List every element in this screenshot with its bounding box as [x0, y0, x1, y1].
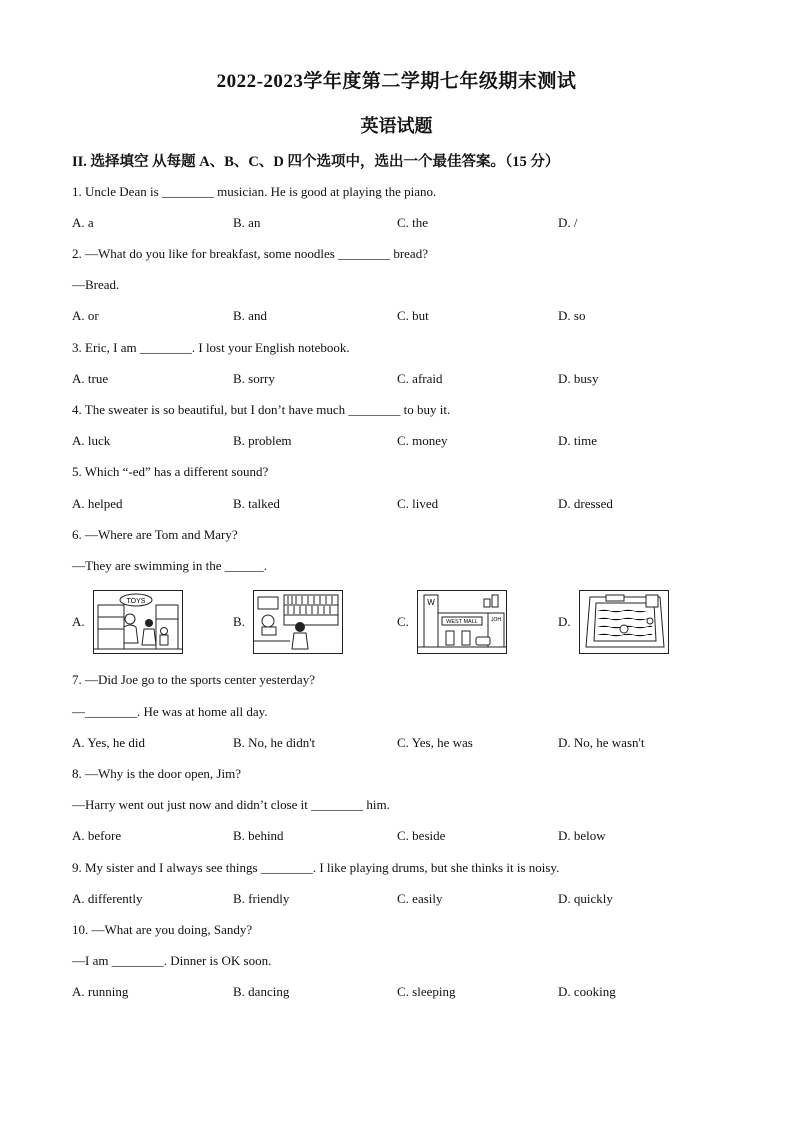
question-2-option-d[interactable]: D. so — [558, 308, 586, 323]
question-8-stem: 8. —Why is the door open, Jim? — [72, 766, 241, 781]
shopping-mall-scene-icon — [417, 590, 507, 654]
question-9-option-c[interactable]: C. easily — [397, 891, 443, 906]
question-1-option-a[interactable]: A. a — [72, 215, 94, 230]
question-1-option-b[interactable]: B. an — [233, 215, 261, 230]
option-label: A. — [72, 614, 85, 629]
question-4-stem: 4. The sweater is so beautiful, but I don’t have much ________ to buy it. — [72, 402, 451, 417]
question-2-option-c[interactable]: C. but — [397, 308, 429, 323]
question-6-option-d[interactable] — [558, 590, 669, 654]
question-2-option-b[interactable]: B. and — [233, 308, 267, 323]
question-3-option-a[interactable]: A. true — [72, 371, 109, 386]
question-9-option-b[interactable]: B. friendly — [233, 891, 290, 906]
page-subtitle: 英语试题 — [360, 116, 433, 136]
question-3-stem: 3. Eric, I am ________. I lost your English notebook. — [72, 340, 350, 355]
question-7-option-b[interactable]: B. No, he didn't — [233, 735, 316, 750]
svg-text:W: W — [427, 598, 435, 607]
question-6-stem: 6. —Where are Tom and Mary? — [72, 527, 238, 542]
question-2-option-a[interactable]: A. or — [72, 308, 99, 323]
question-9-stem: 9. My sister and I always see things ________. I like playing drums, but she thinks it is noisy. — [72, 860, 560, 875]
swimming-pool-scene-icon — [579, 590, 669, 654]
option-label: D. — [558, 614, 571, 629]
question-3-option-c[interactable]: C. afraid — [397, 371, 443, 386]
question-8-option-d[interactable]: D. below — [558, 828, 606, 843]
question-2-response: —Bread. — [72, 277, 120, 292]
question-9-option-a[interactable]: A. differently — [72, 891, 143, 906]
question-10-option-c[interactable]: C. sleeping — [397, 984, 456, 999]
toys-sign-text: TOYS — [126, 598, 146, 605]
question-3-option-d[interactable]: D. busy — [558, 371, 599, 386]
question-4-option-d[interactable]: D. time — [558, 433, 597, 448]
question-6-option-c[interactable] — [397, 590, 507, 654]
section-heading: II. 选择填空 从每题 A、B、C、D 四个选项中，选出一个最佳答案。（15 分） — [72, 154, 560, 170]
west-mall-sign-text: WEST MALL — [446, 619, 478, 625]
library-scene-icon — [253, 590, 343, 654]
svg-text:JOH: JOH — [490, 617, 501, 623]
question-8-option-c[interactable]: C. beside — [397, 828, 446, 843]
question-6-option-b[interactable] — [233, 590, 343, 654]
question-5-option-b[interactable]: B. talked — [233, 496, 280, 511]
question-1-stem: 1. Uncle Dean is ________ musician. He is good at playing the piano. — [72, 184, 437, 199]
question-8-response: —Harry went out just now and didn’t close it ________ him. — [72, 797, 390, 812]
toy-store-scene-icon — [93, 590, 183, 654]
question-3-option-b[interactable]: B. sorry — [233, 371, 275, 386]
question-4-option-a[interactable]: A. luck — [72, 433, 111, 448]
question-7-option-d[interactable]: D. No, he wasn't — [558, 735, 645, 750]
question-10-response: —I am ________. Dinner is OK soon. — [72, 953, 272, 968]
question-7-option-c[interactable]: C. Yes, he was — [397, 735, 473, 750]
question-5-option-c[interactable]: C. lived — [397, 496, 439, 511]
question-10-option-d[interactable]: D. cooking — [558, 984, 616, 999]
question-6-option-a[interactable] — [72, 590, 183, 654]
option-label: B. — [233, 614, 245, 629]
question-7-stem: 7. —Did Joe go to the sports center yesterday? — [72, 672, 315, 687]
question-8-option-b[interactable]: B. behind — [233, 828, 284, 843]
question-1-option-d[interactable]: D. / — [558, 215, 578, 230]
question-7-option-a[interactable]: A. Yes, he did — [72, 735, 145, 750]
question-5-stem: 5. Which “-ed” has a different sound? — [72, 464, 269, 479]
question-10-option-a[interactable]: A. running — [72, 984, 129, 999]
question-6-response: —They are swimming in the ______. — [72, 558, 267, 573]
question-7-response: —________. He was at home all day. — [72, 704, 268, 719]
question-10-stem: 10. —What are you doing, Sandy? — [72, 922, 253, 937]
question-4-option-b[interactable]: B. problem — [233, 433, 292, 448]
question-1-option-c[interactable]: C. the — [397, 215, 429, 230]
question-9-option-d[interactable]: D. quickly — [558, 891, 613, 906]
question-2-stem: 2. —What do you like for breakfast, some noodles ________ bread? — [72, 246, 428, 261]
page-title: 2022-2023学年度第二学期七年级期末测试 — [216, 71, 577, 92]
question-10-option-b[interactable]: B. dancing — [233, 984, 290, 999]
question-8-option-a[interactable]: A. before — [72, 828, 122, 843]
question-5-option-a[interactable]: A. helped — [72, 496, 123, 511]
question-4-option-c[interactable]: C. money — [397, 433, 448, 448]
option-label: C. — [397, 614, 409, 629]
question-5-option-d[interactable]: D. dressed — [558, 496, 613, 511]
